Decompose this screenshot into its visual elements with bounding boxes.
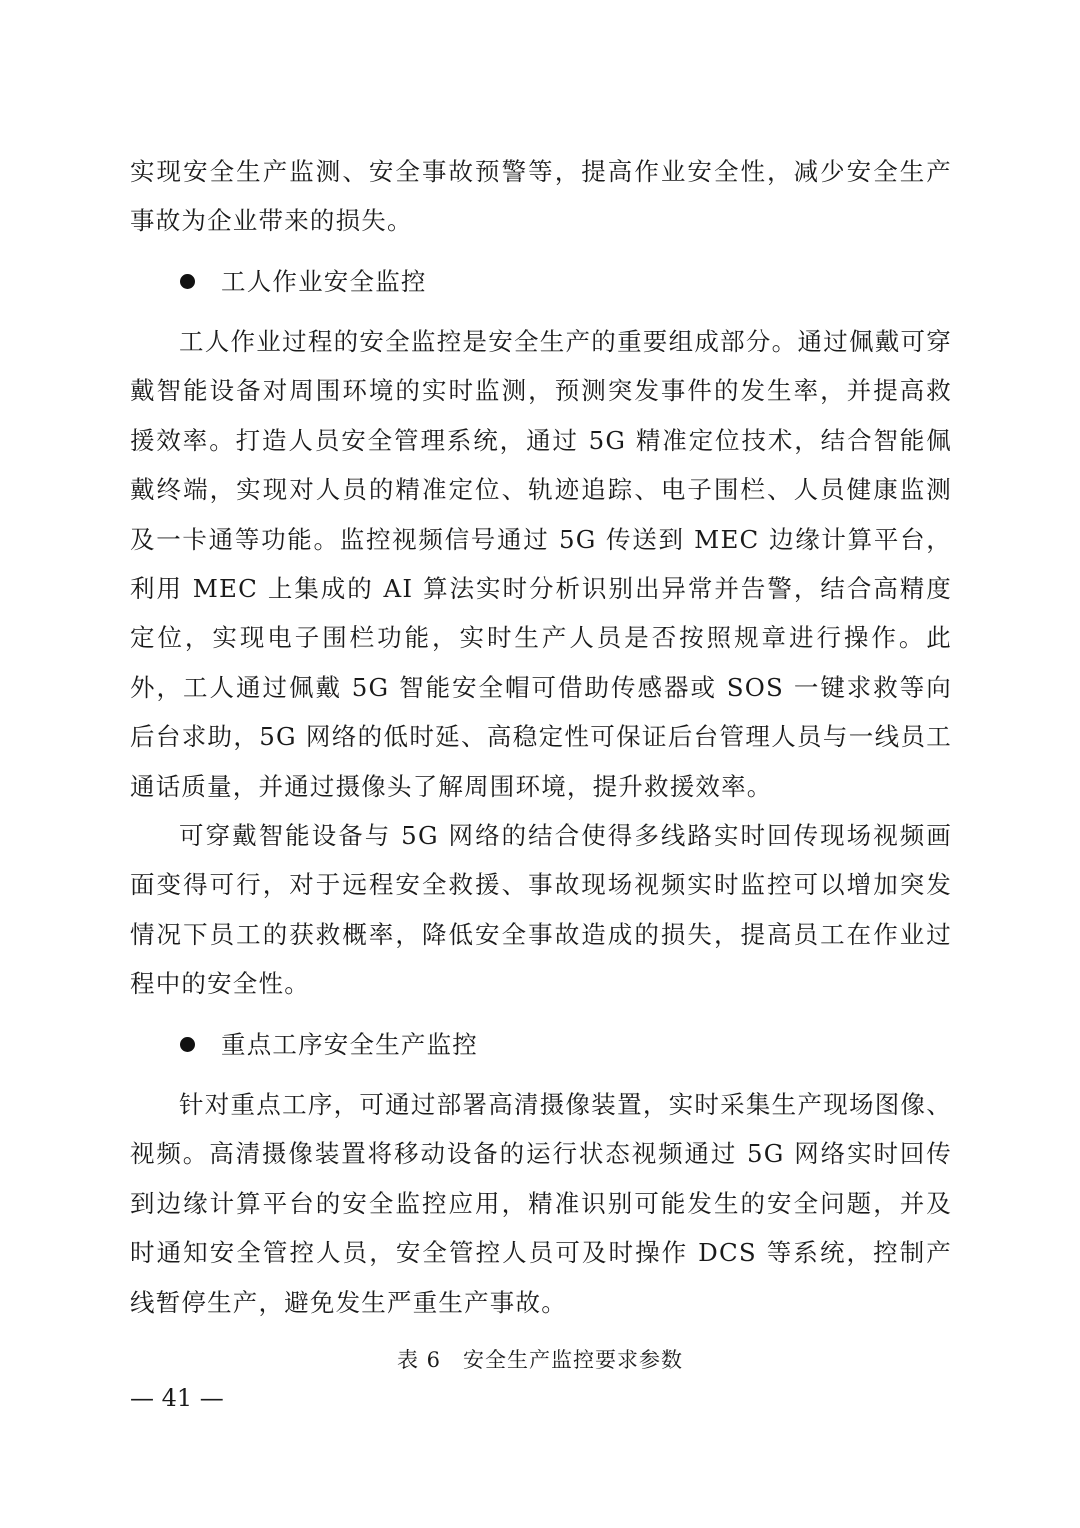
- section-heading-text: 重点工序安全生产监控: [221, 1030, 478, 1059]
- table-caption: 表 6 安全生产监控要求参数: [396, 1348, 684, 1372]
- section-heading-text: 工人作业安全监控: [221, 267, 427, 296]
- intro-paragraph: 实现安全生产监测、安全事故预警等，提高作业安全性，减少安全生产事故为企业带来的损失。: [130, 157, 952, 236]
- bullet-icon: [180, 1037, 195, 1052]
- bullet-icon: [180, 274, 195, 289]
- page-number: — 41 —: [130, 1384, 224, 1412]
- section-heading-worker-safety: [180, 257, 427, 306]
- section-heading-key-process: [180, 1020, 478, 1069]
- key-process-paragraph-1: 针对重点工序，可通过部署高清摄像装置，实时采集生产现场图像、视频。高清摄像装置将移动设备的运行状态视频通过 5G 网络实时回传到边缘计算平台的安全监控应用，精准识别可能发生的安全问题，并及时通知安全管控人员，安全管控人员可及时操作 DCS 等系统，控制产线暂停生产，避免发生严重生产事故。: [130, 1090, 952, 1317]
- worker-safety-paragraph-1: 工人作业过程的安全监控是安全生产的重要组成部分。通过佩戴可穿戴智能设备对周围环境的实时监测，预测突发事件的发生率，并提高救援效率。打造人员安全管理系统，通过 5G 精准定位技术，结合智能佩戴终端，实现对人员的精准定位、轨迹追踪、电子围栏、人员健康监测及一卡通等功能。监控视频信号通过 5G 传送到 MEC 边缘计算平台，利用 MEC 上集成的 AI 算法实时分析识别出异常并告警，结合高精度定位，实现电子围栏功能，实时生产人员是否按照规章进行操作。此外，工人通过佩戴 5G 智能安全帽可借助传感器或 SOS 一键求救等向后台求助，5G 网络的低时延、高稳定性可保证后台管理人员与一线员工通话质量，并通过摄像头了解周围环境，提升救援效率。: [130, 327, 952, 801]
- worker-safety-paragraph-2: 可穿戴智能设备与 5G 网络的结合使得多线路实时回传现场视频画面变得可行，对于远程安全救援、事故现场视频实时监控可以增加突发情况下员工的获救概率，降低安全事故造成的损失，提高员工在作业过程中的安全性。: [130, 821, 952, 999]
